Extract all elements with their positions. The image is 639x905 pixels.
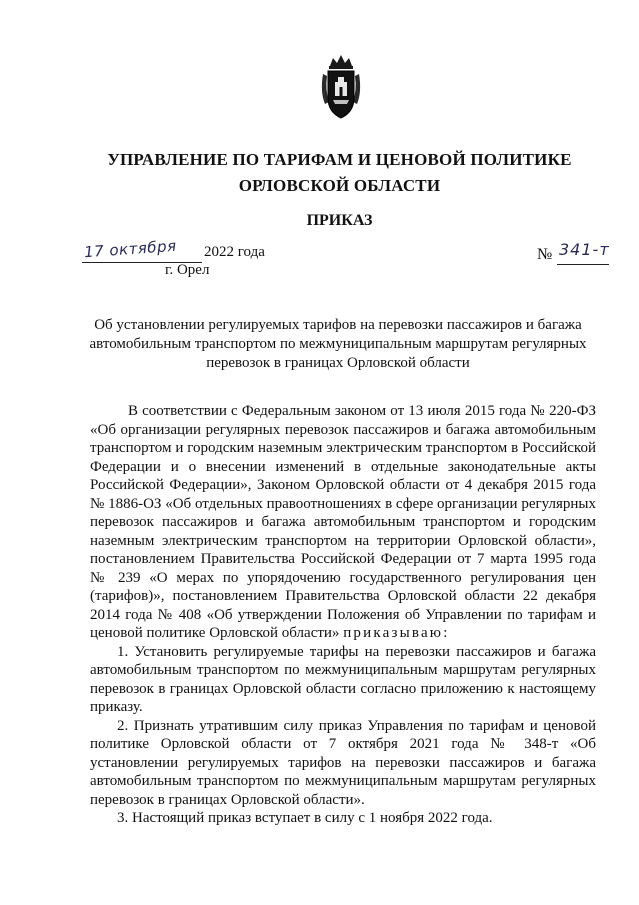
order-item-3: 3. Настоящий приказ вступает в силу с 1 ноября 2022 года.: [117, 810, 493, 826]
handwritten-date: 17 октября: [83, 236, 178, 262]
organization-name-line1: УПРАВЛЕНИЕ ПО ТАРИФАМ И ЦЕНОВОЙ ПОЛИТИКЕ: [107, 150, 572, 169]
date-year: 2022 года: [204, 244, 265, 260]
order-word: приказываю:: [343, 625, 450, 641]
preamble-paragraph: [90, 402, 596, 643]
organization-name-line2: ОРЛОВСКОЙ ОБЛАСТИ: [238, 176, 441, 195]
document-subject: Об установлении регулируемых тарифов на перевозки пассажиров и багажа автомобильным транспортом по межмуниципальным маршрутам регулярных перевозок в границах Орловской области: [89, 317, 587, 371]
number-label: №: [537, 246, 553, 263]
document-type: ПРИКАЗ: [306, 212, 373, 229]
document-body: [90, 402, 596, 828]
order-item-2: 2. Признать утратившим силу приказ Управления по тарифам и ценовой политике Орловской области от 7 октября 2021 года № 348-т «Об установлении регулируемых тарифов на перевозки пассажиров и багажа автомобильным транспортом по межмуниципальным маршрутам регулярных перевозок в границах Орловской области».: [90, 717, 596, 808]
city-name: г. Орел: [165, 262, 210, 278]
handwritten-number: 341-т: [559, 240, 610, 259]
preamble-text: В соответствии с Федеральным законом от 13 июля 2015 года № 220-ФЗ «Об организации регулярных перевозок пассажиров и багажа автомобильным транспортом и городским наземным электрическим транспортом в Российской Федерации и о внесении изменений в отдельные законодательные акты Российской Федерации», Законом Орловской области от 4 декабря 2015 года № 1886-ОЗ «Об отдельных правоотношениях в сфере организации регулярных перевозок пассажиров и багажа автомобильным транспортом и городским наземным электрическим транспортом на территории Орловской области», постановлением Правительства Российской Федерации от 7 марта 1995 года № 239 «О мерах по упорядочению государственного регулирования цен (тарифов)», постановлением Правительства Орловской области 22 декабря 2014 года № 408 «Об утверждении Положения об Управлении по тарифам и ценовой политике Орловской области»: [90, 403, 596, 641]
order-item-1: 1. Установить регулируемые тарифы на перевозки пассажиров и багажа автомобильным транспортом по межмуниципальным маршрутам регулярных перевозок в границах Орловской области согласно приложению к настоящему приказу.: [90, 643, 596, 715]
coat-of-arms-icon: [318, 52, 364, 122]
